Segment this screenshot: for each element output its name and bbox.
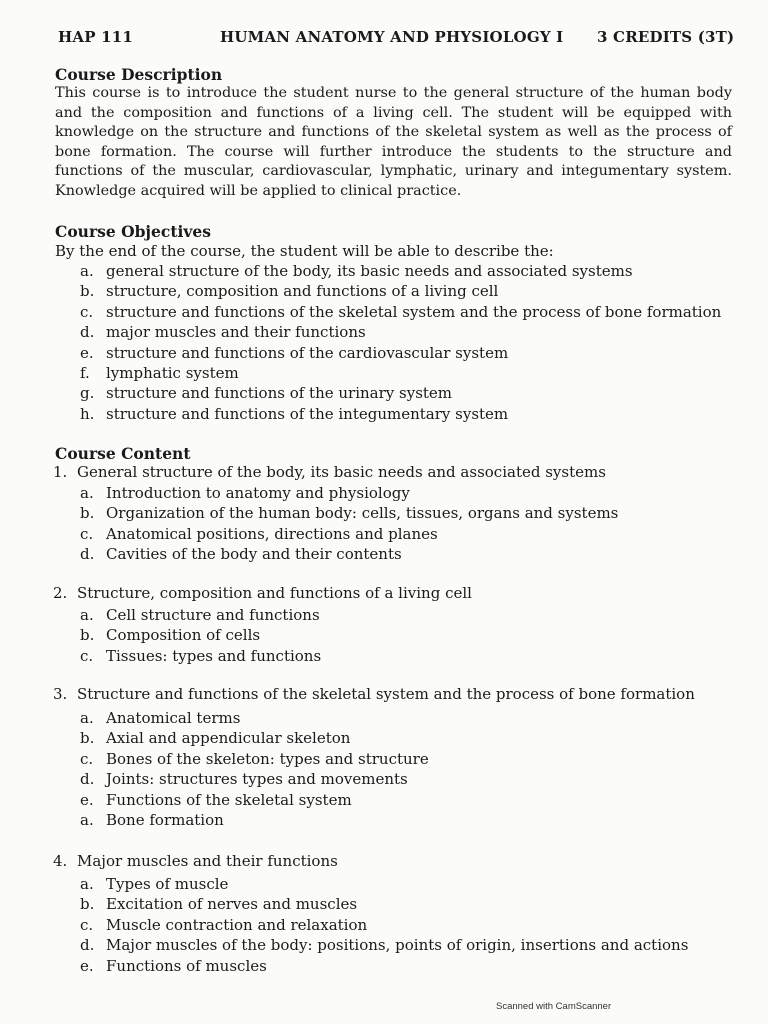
scanner-watermark: Scanned with CamScanner [496, 1001, 612, 1012]
list-item-text: structure and functions of the urinary system [106, 384, 453, 403]
list-item-text: Cavities of the body and their contents [106, 545, 402, 564]
list-marker: c. [80, 646, 94, 665]
list-item-text: Excitation of nerves and muscles [106, 895, 358, 914]
list-item-text: structure and functions of the skeletal system and the process of bone formation [106, 302, 722, 321]
list-item-text: structure and functions of the integumentary system [106, 404, 509, 423]
list-item-text: structure, composition and functions of a living cell [106, 282, 499, 301]
list-item-text: Organization of the human body: cells, tissues, organs and systems [106, 504, 619, 523]
list-marker: a. [80, 810, 94, 829]
list-marker: e. [80, 343, 94, 362]
list-item-text: Bone formation [106, 810, 224, 829]
list-item-text: Joints: structures types and movements [106, 770, 408, 789]
section-title-text: General structure of the body, its basic needs and associated systems [77, 463, 606, 481]
list-item-text: Tissues: types and functions [106, 646, 322, 665]
list-marker: c. [80, 524, 94, 543]
list-item-text: major muscles and their functions [106, 323, 366, 342]
list-marker: c. [80, 915, 94, 934]
list-marker: f. [80, 363, 90, 382]
list-item-text: Functions of muscles [106, 956, 267, 975]
list-marker: h. [80, 404, 95, 423]
description-text: This course is to introduce the student nurse to the general structure of the human body and the composition and functions of a living cell. The student will be equipped with knowledge on the structure and functions of the skeletal system as well as the process of bone formation. The course will further introduce the students to the structure and functions of the muscular, cardiovascular, lymphatic, urinary and integumentary system. Knowledge acquired will be applied to clinical practice. [55, 85, 732, 199]
list-marker: a. [80, 606, 94, 624]
list-item-text: lymphatic system [106, 363, 239, 382]
list-marker: e. [80, 956, 94, 975]
list-marker: a. [80, 262, 94, 280]
list-marker: c. [80, 302, 94, 321]
list-item-text: Major muscles of the body: positions, points of origin, insertions and actions [106, 936, 689, 955]
list-marker: c. [80, 749, 94, 768]
list-item-text: Bones of the skeleton: types and structure [106, 749, 429, 768]
list-item-text: Types of muscle [106, 875, 229, 893]
list-marker: a. [80, 709, 94, 727]
section-number: 1. [53, 463, 68, 481]
course-title: HUMAN ANATOMY AND PHYSIOLOGY I [220, 28, 564, 46]
course-credits: 3 CREDITS (3T) [597, 28, 735, 46]
description-heading: Course Description [55, 65, 223, 84]
course-code: HAP 111 [58, 28, 134, 46]
section-title-text: Structure and functions of the skeletal system and the process of bone formation [77, 685, 695, 703]
section-number: 3. [53, 685, 68, 703]
list-item-text: Introduction to anatomy and physiology [106, 484, 410, 502]
list-marker: b. [80, 282, 95, 301]
list-marker: a. [80, 484, 94, 502]
section-title-text: Structure, composition and functions of a living cell [77, 584, 472, 602]
list-marker: d. [80, 545, 95, 564]
list-item-text: general structure of the body, its basic needs and associated systems [106, 262, 633, 280]
list-item-text: Functions of the skeletal system [106, 790, 352, 809]
list-item-text: structure and functions of the cardiovascular system [106, 343, 509, 362]
content-heading: Course Content [55, 444, 191, 463]
list-item-text: Anatomical terms [106, 709, 241, 727]
objectives-heading: Course Objectives [55, 222, 211, 241]
list-marker: b. [80, 895, 95, 914]
list-marker: d. [80, 770, 95, 789]
section-title-text: Major muscles and their functions [77, 852, 338, 870]
section-number: 2. [53, 584, 68, 602]
section-number: 4. [53, 852, 68, 870]
objectives-intro: By the end of the course, the student will be able to describe the: [55, 242, 554, 260]
list-marker: d. [80, 936, 95, 955]
list-marker: a. [80, 875, 94, 893]
list-marker: b. [80, 626, 95, 645]
list-marker: g. [80, 384, 95, 403]
list-marker: e. [80, 790, 94, 809]
list-marker: b. [80, 504, 95, 523]
list-item-text: Muscle contraction and relaxation [106, 915, 368, 934]
list-item-text: Anatomical positions, directions and planes [106, 524, 438, 543]
list-item-text: Composition of cells [106, 626, 261, 645]
list-marker: b. [80, 729, 95, 748]
list-item-text: Axial and appendicular skeleton [106, 729, 351, 748]
list-marker: d. [80, 323, 95, 342]
list-item-text: Cell structure and functions [106, 606, 320, 624]
